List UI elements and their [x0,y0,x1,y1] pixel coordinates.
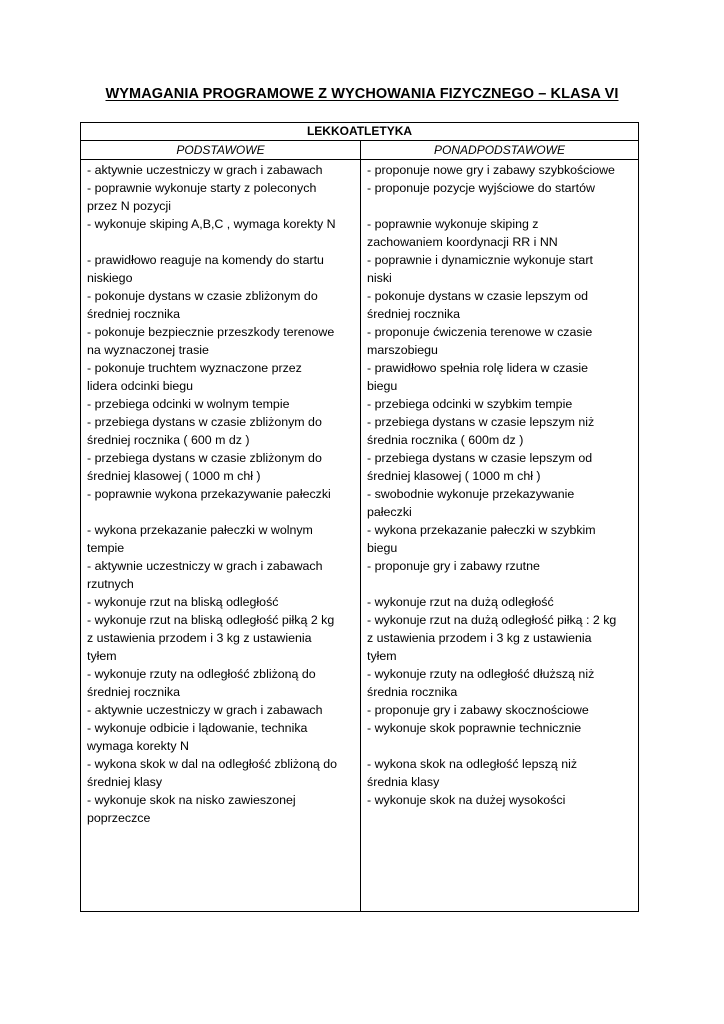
requirement-line: - proponuje pozycje wyjściowe do startów [367,181,595,195]
requirement-line: - przebiega dystans w czasie lepszym niż [367,415,595,429]
requirement-line: - wykona przekazanie pałeczki w szybkim [367,523,596,537]
requirement-line: - swobodnie wykonuje przekazywanie [367,487,575,501]
requirement-line: - wykonuje skok na dużej wysokości [367,793,566,807]
requirement-line: tempie [87,541,125,555]
requirement-line: wymaga korekty N [87,739,189,753]
requirement-line: - pokonuje truchtem wyznaczone przez [87,361,302,375]
requirement-line: - pokonuje dystans w czasie zbliżonym do [87,289,318,303]
requirement-line: - poprawnie wykonuje skiping z [367,217,539,231]
requirement-line [87,503,356,521]
requirements-table [80,122,639,912]
requirement-line: biegu [367,379,398,393]
requirement-line: - poprawnie i dynamicznie wykonuje start [367,253,593,267]
requirement-line: - aktywnie uczestniczy w grach i zabawach [87,559,323,573]
requirement-line: poprzeczce [87,811,151,825]
requirement-line: - wykonuje skok poprawnie technicznie [367,721,582,735]
requirement-line: - przebiega dystans w czasie zbliżonym do [87,451,322,465]
requirement-line: - wykona skok w dal na odległość zbliżoną do [87,757,338,771]
requirement-line: - wykonuje rzut na dużą odległość [367,595,554,609]
requirement-line: - wykonuje skiping A,B,C , wymaga korekty N [87,217,336,231]
requirement-line: lidera odcinki biegu [87,379,194,393]
requirement-line: pałeczki [367,505,412,519]
requirement-line [367,737,634,755]
requirement-line: średniej klasowej ( 1000 m chł ) [367,469,541,483]
column-header-row [81,141,638,160]
requirement-line: - przebiega dystans w czasie lepszym od [367,451,593,465]
requirement-line: średniej klasowej ( 1000 m chł ) [87,469,261,483]
column-header-basic: PODSTAWOWE [81,141,361,159]
requirement-line: - aktywnie uczestniczy w grach i zabawach [87,163,323,177]
requirement-line: - wykonuje odbicie i lądowanie, technika [87,721,308,735]
requirement-line: biegu [367,541,398,555]
requirement-line: - pokonuje dystans w czasie lepszym od [367,289,589,303]
requirement-line: - proponuje gry i zabawy skocznościowe [367,703,589,717]
requirement-line: tyłem [367,649,397,663]
requirement-line: - proponuje ćwiczenia terenowe w czasie [367,325,593,339]
requirement-line: średnia rocznika ( 600m dz ) [367,433,524,447]
requirement-line: - wykona skok na odległość lepszą niż [367,757,578,771]
requirement-line: - wykonuje rzuty na odległość dłuższą niż [367,667,595,681]
requirement-line: marszobiegu [367,343,438,357]
requirement-line: tyłem [87,649,117,663]
requirement-line: średniej rocznika [367,307,460,321]
requirement-line: - pokonuje bezpiecznie przeszkody terenowe [87,325,335,339]
requirement-line [87,233,356,251]
requirement-line: niski [367,271,392,285]
section-header: LEKKOATLETYKA [81,123,638,141]
requirement-line: - przebiega dystans w czasie zbliżonym do [87,415,322,429]
requirement-line: przez N pozycji [87,199,172,213]
requirement-line: - poprawnie wykonuje starty z poleconych [87,181,317,195]
page-title: WYMAGANIA PROGRAMOWE Z WYCHOWANIA FIZYCZNEGO – KLASA VI [105,86,619,102]
requirement-line: średnia rocznika [367,685,458,699]
requirement-line: średniej rocznika [87,307,180,321]
requirement-line: niskiego [87,271,133,285]
requirement-line: średniej rocznika [87,685,180,699]
requirement-line: - wykona przekazanie pałeczki w wolnym [87,523,313,537]
requirement-line: - wykonuje rzut na bliską odległość [87,595,279,609]
requirement-line [367,575,634,593]
requirement-line: - aktywnie uczestniczy w grach i zabawach [87,703,323,717]
requirement-line: - prawidłowo spełnia rolę lidera w czasie [367,361,589,375]
requirement-line: - wykonuje rzuty na odległość zbliżoną do [87,667,316,681]
requirement-line: - wykonuje rzut na bliską odległość piłką 2 kg [87,613,335,627]
requirement-line: - proponuje nowe gry i zabawy szybkościowe [367,163,615,177]
table-body-row [81,160,638,911]
requirement-line: - proponuje gry i zabawy rzutne [367,559,540,573]
requirement-line: - przebiega odcinki w szybkim tempie [367,397,573,411]
advanced-requirements-cell [361,160,638,911]
requirement-line: średniej rocznika ( 600 m dz ) [87,433,250,447]
requirement-line: - wykonuje rzut na dużą odległość piłką : 2 kg [367,613,617,627]
column-header-advanced: PONADPODSTAWOWE [434,143,565,157]
requirement-line: zachowaniem koordynacji RR i NN [367,235,558,249]
requirement-line: z ustawienia przodem i 3 kg z ustawienia [367,631,592,645]
requirement-line: - wykonuje skok na nisko zawieszonej [87,793,296,807]
requirement-line: z ustawienia przodem i 3 kg z ustawienia [87,631,312,645]
basic-requirements-cell [81,160,361,911]
requirement-line: średniej klasy [87,775,163,789]
requirement-line: - przebiega odcinki w wolnym tempie [87,397,290,411]
requirement-line: rzutnych [87,577,134,591]
requirement-line [367,197,634,215]
requirement-line: - poprawnie wykona przekazywanie pałeczki [87,487,331,501]
requirement-line: średnia klasy [367,775,440,789]
requirement-line: - prawidłowo reaguje na komendy do startu [87,253,324,267]
requirement-line: na wyznaczonej trasie [87,343,209,357]
